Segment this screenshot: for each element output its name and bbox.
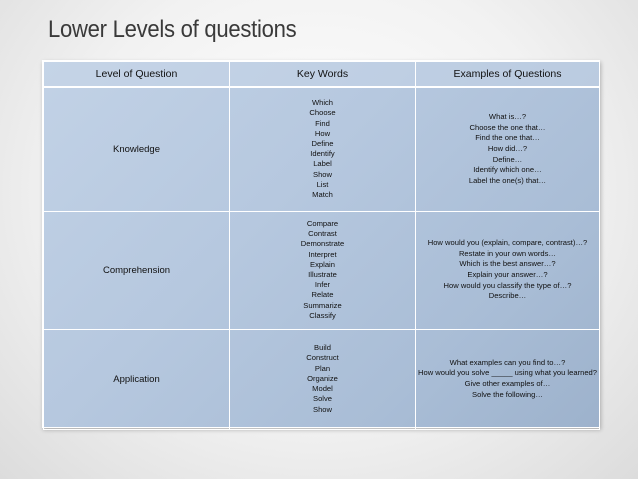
keyword: How [314, 128, 331, 138]
keywords-cell [230, 87, 416, 211]
keyword: Find [315, 118, 330, 128]
examples-cell [416, 87, 600, 211]
example-question: How would you solve _____ using what you learned? [418, 368, 597, 378]
keyword: Define [311, 139, 334, 149]
table-header-row [44, 62, 600, 88]
keyword: Interpret [308, 249, 337, 259]
level-cell-application: Application [44, 329, 230, 429]
example-question: Explain your answer…? [467, 270, 548, 279]
keyword: Show [313, 404, 332, 414]
example-question: How would you (explain, compare, contrast)…? [427, 238, 588, 248]
header-level-of-question: Level of Question [44, 62, 230, 88]
keyword: Summarize [303, 300, 342, 310]
example-question: Identify which one… [473, 165, 542, 175]
header-examples-of-questions: Examples of Questions [416, 62, 600, 88]
keyword: Choose [309, 108, 336, 118]
keyword: Relate [311, 290, 334, 300]
keyword: Organize [307, 373, 338, 383]
table-row [44, 211, 600, 329]
example-question: Choose the one that… [469, 122, 546, 132]
keyword: Construct [306, 353, 339, 363]
example-question: Find the one that… [475, 133, 540, 143]
keyword: Which [311, 98, 334, 108]
table-row [44, 87, 600, 211]
keyword: Compare [306, 218, 339, 228]
example-question: Which is the best answer…? [459, 259, 556, 269]
example-question: What is…? [488, 112, 527, 122]
level-cell-knowledge: Knowledge [44, 87, 230, 211]
example-question: Define… [492, 154, 523, 164]
example-question: Give other examples of… [464, 379, 551, 388]
slide-title: Lower Levels of questions [48, 16, 297, 43]
keyword: Illustrate [308, 270, 337, 279]
keyword: Demonstrate [300, 239, 345, 249]
example-question: Solve the following… [472, 389, 543, 399]
examples-cell [416, 329, 600, 429]
keyword: Match [312, 190, 333, 200]
keyword: Build [314, 343, 331, 353]
keyword: Contrast [308, 229, 337, 239]
keywords-cell [230, 211, 416, 329]
table-row [44, 329, 600, 429]
example-question: Label the one(s) that… [468, 175, 547, 185]
example-question: Restate in your own words… [458, 248, 557, 258]
keyword: Plan [314, 363, 331, 373]
question-levels-table [42, 60, 600, 428]
keyword: Identify [310, 149, 335, 159]
example-question: How did…? [487, 143, 528, 153]
keyword: Solve [313, 394, 332, 404]
keyword: Model [312, 384, 333, 394]
level-cell-comprehension: Comprehension [44, 211, 230, 329]
keyword: Show [313, 169, 332, 179]
keyword: Explain [310, 259, 335, 269]
keyword: Classify [309, 310, 336, 320]
keyword: Label [313, 159, 332, 169]
examples-cell [416, 211, 600, 329]
example-question: What examples can you find to…? [449, 357, 566, 367]
keywords-cell [230, 329, 416, 429]
keyword: Infer [314, 280, 331, 290]
keyword: List [316, 179, 329, 189]
header-key-words: Key Words [230, 62, 416, 88]
example-question: Describe… [488, 291, 527, 301]
example-question: How would you classify the type of…? [443, 280, 572, 290]
